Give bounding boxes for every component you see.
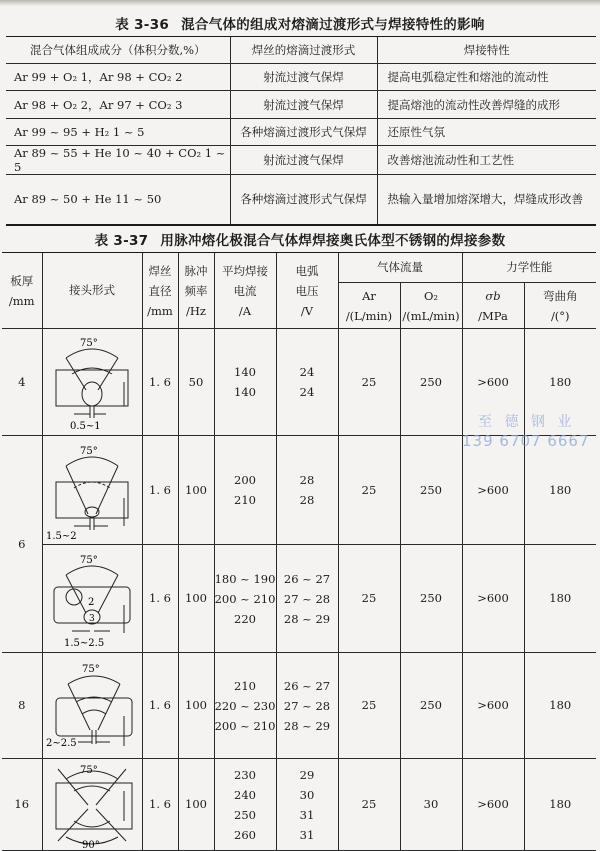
table-row	[6, 119, 596, 146]
table-title: 用脉冲熔化极混合气体焊焊接奥氏体型不锈钢的焊接参数	[160, 233, 506, 249]
table-number: 表 3-36	[115, 17, 170, 33]
cell-pulse-frequency: 50	[178, 329, 214, 436]
cell-pulse-frequency: 100	[178, 653, 214, 759]
table-title: 混合气体的组成对熔滴过渡形式与焊接特性的影响	[181, 17, 485, 33]
header-wire-diameter: 焊丝 直径 /mm	[142, 253, 178, 329]
table-row	[6, 64, 596, 91]
joint-diagram-single-v	[42, 436, 142, 545]
cell-ar-flow: 25	[338, 436, 400, 545]
cell-thickness: 4	[2, 329, 42, 436]
joint-diagram-single-v	[42, 329, 142, 436]
cell-o2-flow: 250	[400, 436, 462, 545]
cell-arc-voltage: 29 30 31 31	[276, 759, 338, 851]
cell-wire-diameter: 1. 6	[142, 436, 178, 545]
cell-thickness: 6	[2, 436, 42, 653]
header-tensile-strength: σb /MPa	[462, 283, 524, 329]
cell-transfer: 射流过渡气保焊	[230, 91, 377, 119]
cell-transfer: 射流过渡气保焊	[230, 64, 377, 91]
cell-property: 提高熔池的流动性改善焊缝的成形	[377, 91, 596, 119]
weld-joint-diagram	[44, 549, 140, 649]
header-welding-property: 焊接特性	[377, 37, 596, 64]
joint-diagram-single-v	[42, 653, 142, 759]
table-number: 表 3-37	[94, 233, 149, 249]
table-3-36	[6, 36, 596, 226]
cell-gas: Ar 99 ~ 95 + H₂ 1 ~ 5	[6, 119, 230, 146]
cell-tensile-strength: >600	[462, 545, 524, 653]
watermark-company: 至 德 钢 业	[478, 414, 576, 430]
cell-wire-diameter: 1. 6	[142, 329, 178, 436]
svg-text:75°: 75°	[80, 446, 98, 457]
header-transfer-mode: 焊丝的熔滴过渡形式	[230, 37, 377, 64]
table-row	[2, 545, 596, 653]
cell-tensile-strength: >600	[462, 759, 524, 851]
cell-pulse-frequency: 100	[178, 545, 214, 653]
cell-property: 热输入量增加熔深增大，焊缝成形改善	[377, 175, 596, 225]
cell-bend-angle: 180	[524, 436, 596, 545]
cell-bend-angle: 180	[524, 653, 596, 759]
cell-transfer: 各种熔滴过渡形式气保焊	[230, 119, 377, 146]
svg-text:1.5~2: 1.5~2	[46, 531, 77, 540]
cell-transfer: 射流过渡气保焊	[230, 146, 377, 175]
header-gas-flow: 气体流量	[338, 253, 462, 283]
header-o2-flow: O₂ /(mL/min)	[400, 283, 462, 329]
cell-wire-diameter: 1. 6	[142, 545, 178, 653]
header-mechanical-properties: 力学性能	[462, 253, 596, 283]
cell-gas: Ar 89 ~ 50 + He 11 ~ 50	[6, 175, 230, 225]
table-3-36-caption	[0, 13, 600, 33]
weld-joint-diagram	[44, 658, 140, 754]
cell-tensile-strength: >600	[462, 653, 524, 759]
table-row	[6, 146, 596, 175]
cell-property: 改善熔池流动性和工艺性	[377, 146, 596, 175]
cell-tensile-strength: >600	[462, 329, 524, 436]
cell-transfer: 各种熔滴过渡形式气保焊	[230, 175, 377, 225]
svg-text:75°: 75°	[80, 764, 98, 776]
cell-average-current: 140 140	[214, 329, 276, 436]
cell-arc-voltage: 28 28	[276, 436, 338, 545]
svg-text:75°: 75°	[80, 338, 98, 349]
table-row	[6, 175, 596, 225]
weld-joint-diagram	[44, 440, 140, 540]
svg-text:75°: 75°	[80, 554, 98, 566]
svg-text:3: 3	[89, 613, 95, 624]
header-gas-composition: 混合气体组成成分（体积分数,%）	[6, 37, 230, 64]
weld-joint-diagram	[44, 761, 140, 849]
svg-text:0.5~1: 0.5~1	[70, 421, 101, 432]
header-average-current: 平均焊接 电流 /A	[214, 253, 276, 329]
cell-o2-flow: 30	[400, 759, 462, 851]
table-row	[2, 653, 596, 759]
cell-tensile-strength: >600	[462, 436, 524, 545]
header-bend-angle: 弯曲角 /(°)	[524, 283, 596, 329]
table-row	[2, 436, 596, 545]
joint-diagram-multi-pass	[42, 545, 142, 653]
cell-arc-voltage: 26 ~ 27 27 ~ 28 28 ~ 29	[276, 653, 338, 759]
cell-thickness: 16	[2, 759, 42, 851]
svg-text:2~2.5: 2~2.5	[46, 737, 77, 749]
cell-pulse-frequency: 100	[178, 759, 214, 851]
cell-gas: Ar 99 + O₂ 1，Ar 98 + CO₂ 2	[6, 64, 230, 91]
header-pulse-frequency: 脉冲 频率 /Hz	[178, 253, 214, 329]
header-joint-form: 接头形式	[42, 253, 142, 329]
table-3-37-caption	[0, 229, 600, 249]
cell-ar-flow: 25	[338, 545, 400, 653]
cell-average-current: 200 210	[214, 436, 276, 545]
svg-text:2: 2	[88, 596, 95, 608]
cell-wire-diameter: 1. 6	[142, 759, 178, 851]
table-header-row	[2, 253, 596, 283]
table-3-37	[2, 252, 596, 851]
cell-average-current: 230 240 250 260	[214, 759, 276, 851]
cell-pulse-frequency: 100	[178, 436, 214, 545]
joint-diagram-double-v	[42, 759, 142, 851]
cell-ar-flow: 25	[338, 759, 400, 851]
cell-bend-angle: 180	[524, 329, 596, 436]
weld-joint-diagram	[44, 332, 140, 432]
svg-text:75°: 75°	[82, 663, 100, 675]
cell-o2-flow: 250	[400, 545, 462, 653]
page-edge-shadow	[0, 0, 600, 6]
cell-wire-diameter: 1. 6	[142, 653, 178, 759]
svg-text:1.5~2.5: 1.5~2.5	[64, 637, 105, 649]
table-row	[2, 759, 596, 851]
svg-text:90°: 90°	[82, 839, 100, 849]
table-row	[6, 91, 596, 119]
cell-o2-flow: 250	[400, 653, 462, 759]
cell-thickness: 8	[2, 653, 42, 759]
cell-bend-angle: 180	[524, 759, 596, 851]
cell-gas: Ar 98 + O₂ 2，Ar 97 + CO₂ 3	[6, 91, 230, 119]
cell-gas: Ar 89 ~ 55 + He 10 ~ 40 + CO₂ 1 ~ 5	[6, 146, 230, 175]
cell-ar-flow: 25	[338, 653, 400, 759]
header-ar-flow: Ar /(L/min)	[338, 283, 400, 329]
cell-average-current: 210 220 ~ 230 200 ~ 210	[214, 653, 276, 759]
cell-property: 提高电弧稳定性和熔池的流动性	[377, 64, 596, 91]
table-header-row	[6, 37, 596, 64]
cell-average-current: 180 ~ 190 200 ~ 210 220	[214, 545, 276, 653]
cell-arc-voltage: 24 24	[276, 329, 338, 436]
cell-ar-flow: 25	[338, 329, 400, 436]
cell-arc-voltage: 26 ~ 27 27 ~ 28 28 ~ 29	[276, 545, 338, 653]
cell-bend-angle: 180	[524, 545, 596, 653]
cell-o2-flow: 250	[400, 329, 462, 436]
watermark-phone: 139 6707 6667	[462, 432, 590, 450]
header-arc-voltage: 电弧 电压 /V	[276, 253, 338, 329]
header-thickness: 板厚 /mm	[2, 253, 42, 329]
cell-property: 还原性气氛	[377, 119, 596, 146]
